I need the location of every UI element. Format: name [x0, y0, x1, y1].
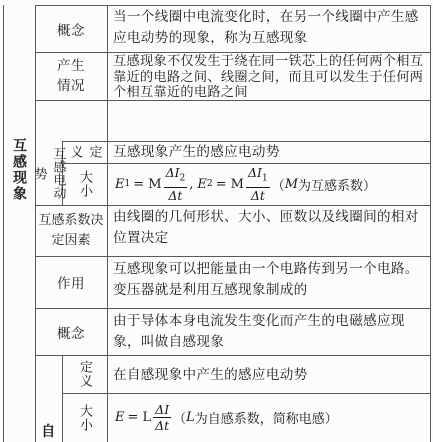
formula-note-text: 为互感系数） — [298, 178, 377, 194]
formula-e2: E — [197, 176, 207, 192]
mutual-function-text: 互感现象可以把能量由一个电路传到另一个电路。变压器就是利用互感现象制成的 — [113, 261, 419, 298]
formula-e1: E — [115, 176, 125, 192]
self-formula-fraction — [153, 402, 171, 433]
formula-note-var: M — [284, 176, 299, 192]
formula-e1-sub: 1 — [124, 179, 131, 189]
mutual-concept-text: 当一个线圈中电流变化时，在另一个线圈中产生感应电动势的现象，称为互感现象 — [113, 9, 419, 46]
formula-note-open: （ — [271, 178, 285, 194]
mutual-emf-label: 互感电动势 — [31, 147, 66, 199]
mutual-factors-text: 由线圈的几何形状、大小、匝数以及线圈间的相对位置决定 — [113, 209, 419, 246]
self-emf-definition-text: 在自感现象中产生的感应电动势 — [113, 367, 308, 383]
formula-eq-m: = M — [133, 176, 162, 192]
formula-eq-m-2: = M — [215, 176, 244, 192]
self-emf-definition-label: 定义 — [77, 360, 92, 388]
self-formula-e: E — [115, 410, 125, 425]
formula-separator: , — [189, 176, 194, 192]
formula-delta-i1: ΔI — [248, 165, 262, 181]
formula-i1-sub: 1 — [261, 173, 268, 184]
mutual-occurrence-text: 互感现象不仅发生于绕在同一铁芯上的任何两个相互靠近的电路之间、线圈之间，而且可以发生于任何两个相互靠近的电路之间 — [113, 54, 424, 100]
self-formula-delta-i: ΔI — [155, 402, 170, 417]
mutual-emf-magnitude-label: 大小 — [77, 170, 92, 198]
formula-fraction-i2 — [164, 165, 188, 203]
self-concept-text: 由于导体本身电流发生变化而产生的电磁感应现象，叫做自感现象 — [113, 313, 405, 350]
self-emf-magnitude-label: 大小 — [77, 403, 92, 432]
self-formula-note-open: （ — [173, 412, 187, 427]
mutual-emf-definition-label: 定义 — [67, 145, 102, 159]
formula-fraction-i1 — [246, 165, 270, 203]
self-induction-title: 自 — [41, 424, 56, 440]
mutual-emf-definition-text: 互感现象产生的感应电动势 — [113, 144, 280, 160]
formula-delta-i2: ΔI — [165, 165, 180, 181]
formula-e2-sub: 2 — [206, 179, 213, 189]
formula-delta-t: Δt — [168, 187, 183, 203]
self-formula-delta-t: Δt — [155, 418, 170, 433]
mutual-factors-label: 互感系数决定因素 — [38, 212, 104, 248]
self-emf-formula — [107, 395, 430, 440]
self-formula-note-text: 为自感系数，简称电感） — [194, 412, 338, 427]
mutual-occurrence-label: 产生情况 — [57, 58, 85, 94]
formula-delta-t-2: Δt — [250, 187, 265, 203]
mutual-emf-formula — [107, 163, 430, 205]
self-formula-eq-l: = L — [127, 410, 152, 425]
self-concept-label: 概念 — [57, 325, 85, 342]
mutual-function-label: 作用 — [57, 276, 85, 292]
mutual-concept-label: 概念 — [57, 22, 85, 39]
self-formula-note-var: L — [186, 410, 195, 425]
mutual-induction-title: 互感现象 — [11, 138, 27, 202]
formula-i2-sub: 2 — [179, 173, 186, 184]
